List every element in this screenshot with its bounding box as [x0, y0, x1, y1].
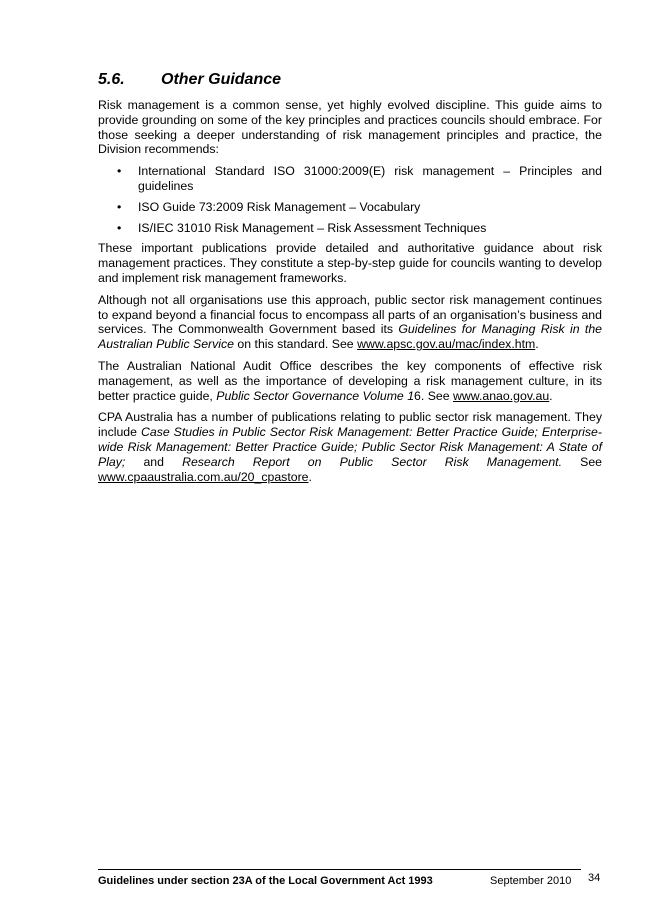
anao-guide-title: Public Sector Governance Volume 1: [216, 388, 415, 403]
section-number: 5.6.: [98, 71, 125, 88]
apsc-link[interactable]: www.apsc.gov.au/mac/index.htm: [357, 337, 536, 352]
cpa-text-2: and: [125, 454, 183, 469]
footer-document-title: Guidelines under section 23A of the Local Government Act 1993: [98, 875, 433, 887]
apsc-text-3: .: [535, 337, 539, 352]
cpa-text-3: See: [562, 454, 602, 469]
list-item-text: International Standard ISO 31000:2009(E) risk management – Principles and guidelines: [138, 164, 602, 193]
page-number: 34: [588, 872, 601, 884]
list-item: [98, 164, 602, 194]
bullet-icon: •: [117, 164, 122, 179]
cpa-publications-titles: Case Studies in Public Sector Risk Management: Better Practice Guide; Enterprise-wide Risk Management: Better Practice Guide; Public Sector Risk Management: A State of Play;: [98, 425, 602, 469]
footer-date: September 2010: [490, 875, 572, 887]
intro-paragraph: Risk management is a common sense, yet highly evolved discipline. This guide aims to provide grounding on some of the key principles and practices councils should embrace. For those seeking a deeper understanding of risk management principles and practice, the Division recommends:: [98, 98, 602, 157]
list-item-text: IS/IEC 31010 Risk Management – Risk Assessment Techniques: [138, 220, 487, 235]
section-title: Other Guidance: [161, 71, 282, 88]
anao-text-3: .: [549, 388, 553, 403]
list-item: [98, 221, 602, 236]
cpa-text-4: .: [308, 469, 312, 484]
anao-link[interactable]: www.anao.gov.au: [453, 388, 550, 403]
cpa-link[interactable]: www.cpaaustralia.com.au/20_cpastore: [98, 469, 309, 484]
anao-text-1: The Australian National Audit Office describes the key components of effective risk management, as well as the importance of developing a risk management culture, in its better practice guide,: [98, 358, 602, 403]
cpa-research-report-title: Research Report on Public Sector Risk Management.: [182, 454, 563, 469]
apsc-text-1: Although not all organisations use this approach, public sector risk management continues to expand beyond a financial focus to encompass all parts of an organisation’s business and services. The Commonwealth Government based its: [98, 292, 602, 337]
anao-paragraph: [98, 359, 602, 403]
publications-paragraph: These important publications provide detailed and authoritative guidance about risk management practices. They constitute a step-by-step guide for councils wanting to develop and implement risk management frameworks.: [98, 241, 602, 285]
section-heading: [98, 70, 602, 90]
bullet-icon: •: [117, 199, 122, 214]
document-page: [98, 70, 602, 491]
list-item: [98, 200, 602, 215]
page-footer: [98, 874, 602, 890]
recommended-publications-list: [98, 164, 602, 235]
apsc-text-2: on this standard. See: [234, 337, 358, 352]
apsc-paragraph: [98, 293, 602, 352]
cpa-paragraph: [98, 410, 602, 484]
apsc-guidelines-title: Guidelines for Managing Risk in the Australian Public Service: [98, 322, 603, 352]
bullet-icon: •: [117, 220, 122, 235]
anao-text-2: 6. See: [414, 388, 453, 403]
footer-divider: [98, 869, 581, 870]
cpa-text-1: CPA Australia has a number of publications relating to public sector risk management. They include: [98, 410, 602, 440]
list-item-text: ISO Guide 73:2009 Risk Management – Vocabulary: [138, 199, 421, 214]
